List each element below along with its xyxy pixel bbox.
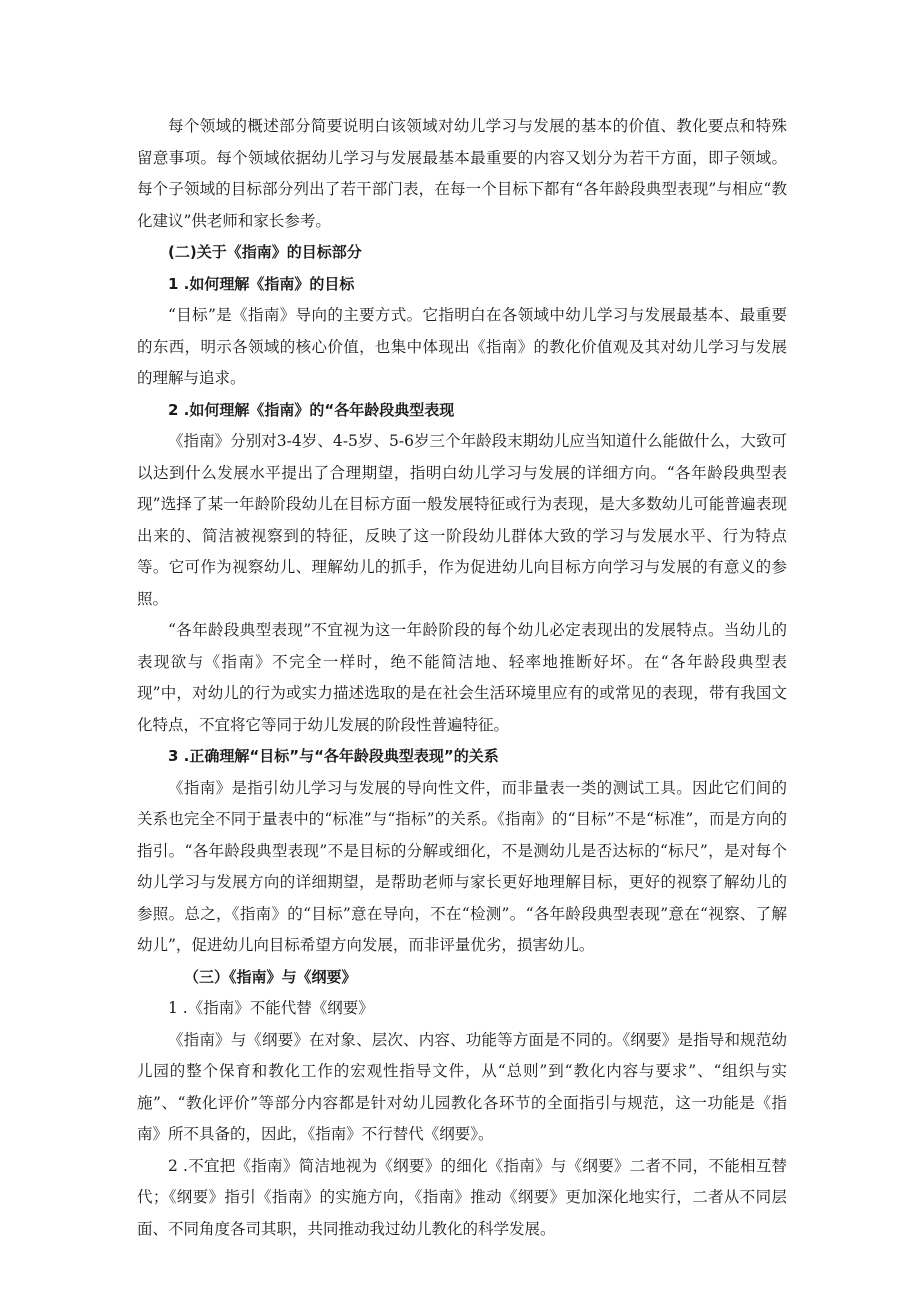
paragraph-age-expectations: 《指南》分别对3-4岁、4-5岁、5-6岁三个年龄段末期幼儿应当知道什么能做什么，大致可以达到什么发展水平提出了合理期望，指明白幼儿学习与发展的详细方向。“各年龄段典型表现”选择了某一年龄阶段幼儿在目标方面一般发展特征或行为表现，是大多数幼儿可能普遍表现出来的、简洁被视察到的特征，反映了这一阶段幼儿群体大致的学习与发展水平、行为特点等。它可作为视察幼儿、理解幼儿的抓手，作为促进幼儿向目标方向学习与发展的有意义的参照。 — [137, 432, 787, 608]
document-body — [137, 111, 787, 1245]
paragraph-typical-caution: “各年龄段典型表现”不宜视为这一年龄阶段的每个幼儿必定表现出的发展特点。当幼儿的表现欲与《指南》不完全一样时，绝不能简洁地、轻率地推断好坏。在“各年龄段典型表现”中，对幼儿的行为或实力描述选取的是在社会生活环境里应有的或常见的表现，带有我国文化特点，不宜将它等同于幼儿发展的阶段性普遍特征。 — [137, 621, 787, 734]
paragraph-relationship: 《指南》是指引幼儿学习与发展的导向性文件，而非量表一类的测试工具。因此它们间的关系也完全不同于量表中的“标准”与“指标”的关系。《指南》的“目标”不是“标准”，而是方向的指引。“各年龄段典型表现”不是目标的分解或细化，不是测幼儿是否达标的“标尺”，是对每个幼儿学习与发展方向的详细期望，是帮助老师与家长更好地理解目标，更好的视察了解幼儿的参照。总之，《指南》的“目标”意在导向，不在“检测”。“各年龄段典型表现”意在“视察、了解幼儿”，促进幼儿向目标希望方向发展，而非评量优劣，损害幼儿。 — [137, 778, 787, 954]
subheading-relationship: 3 .正确理解“目标”与“各年龄段典型表现”的关系 — [168, 747, 499, 765]
numbered-item-1: 1 .《指南》不能代替《纲要》 — [168, 999, 374, 1017]
section-heading-goals: (二)关于《指南》的目标部分 — [168, 243, 362, 261]
paragraph-guide-vs-outline: 《指南》与《纲要》在对象、层次、内容、功能等方面是不同的。《纲要》是指导和规范幼儿园的整个保育和教化工作的宏观性指导文件，从“总则”到“教化内容与要求”、“组织与实施”、“教化评价”等部分内容都是针对幼儿园教化各环节的全面指引与规范，这一功能是《指南》所不具备的，因此，《指南》不行替代《纲要》。 — [137, 1030, 787, 1143]
paragraph-numbered-item-2: 2 .不宜把《指南》简洁地视为《纲要》的细化《指南》与《纲要》二者不同，不能相互替代；《纲要》指引《指南》的实施方向，《指南》推动《纲要》更加深化地实行，二者从不同层面、不同角度各司其职，共同推动我过幼儿教化的科学发展。 — [137, 1156, 787, 1238]
paragraph-domain-overview: 每个领域的概述部分简要说明白该领域对幼儿学习与发展的基本的价值、教化要点和特殊留意事项。每个领域依据幼儿学习与发展最基本最重要的内容又划分为若干方面，即子领域。每个子领域的目标部分列出了若干部门表，在每一个目标下都有“各年龄段典型表现”与相应“教化建议”供老师和家长参考。 — [137, 117, 787, 230]
paragraph-goals: “目标”是《指南》导向的主要方式。它指明白在各领域中幼儿学习与发展最基本、最重要的东西，明示各领域的核心价值，也集中体现出《指南》的教化价值观及其对幼儿学习与发展的理解与追求。 — [137, 306, 787, 387]
subheading-understand-goals: 1 .如何理解《指南》的目标 — [168, 274, 355, 293]
section-heading-guide-vs-outline: （三）《指南》与《纲要》 — [184, 967, 357, 986]
subheading-typical-performance: 2 .如何理解《指南》的“各年龄段典型表现 — [168, 400, 455, 419]
